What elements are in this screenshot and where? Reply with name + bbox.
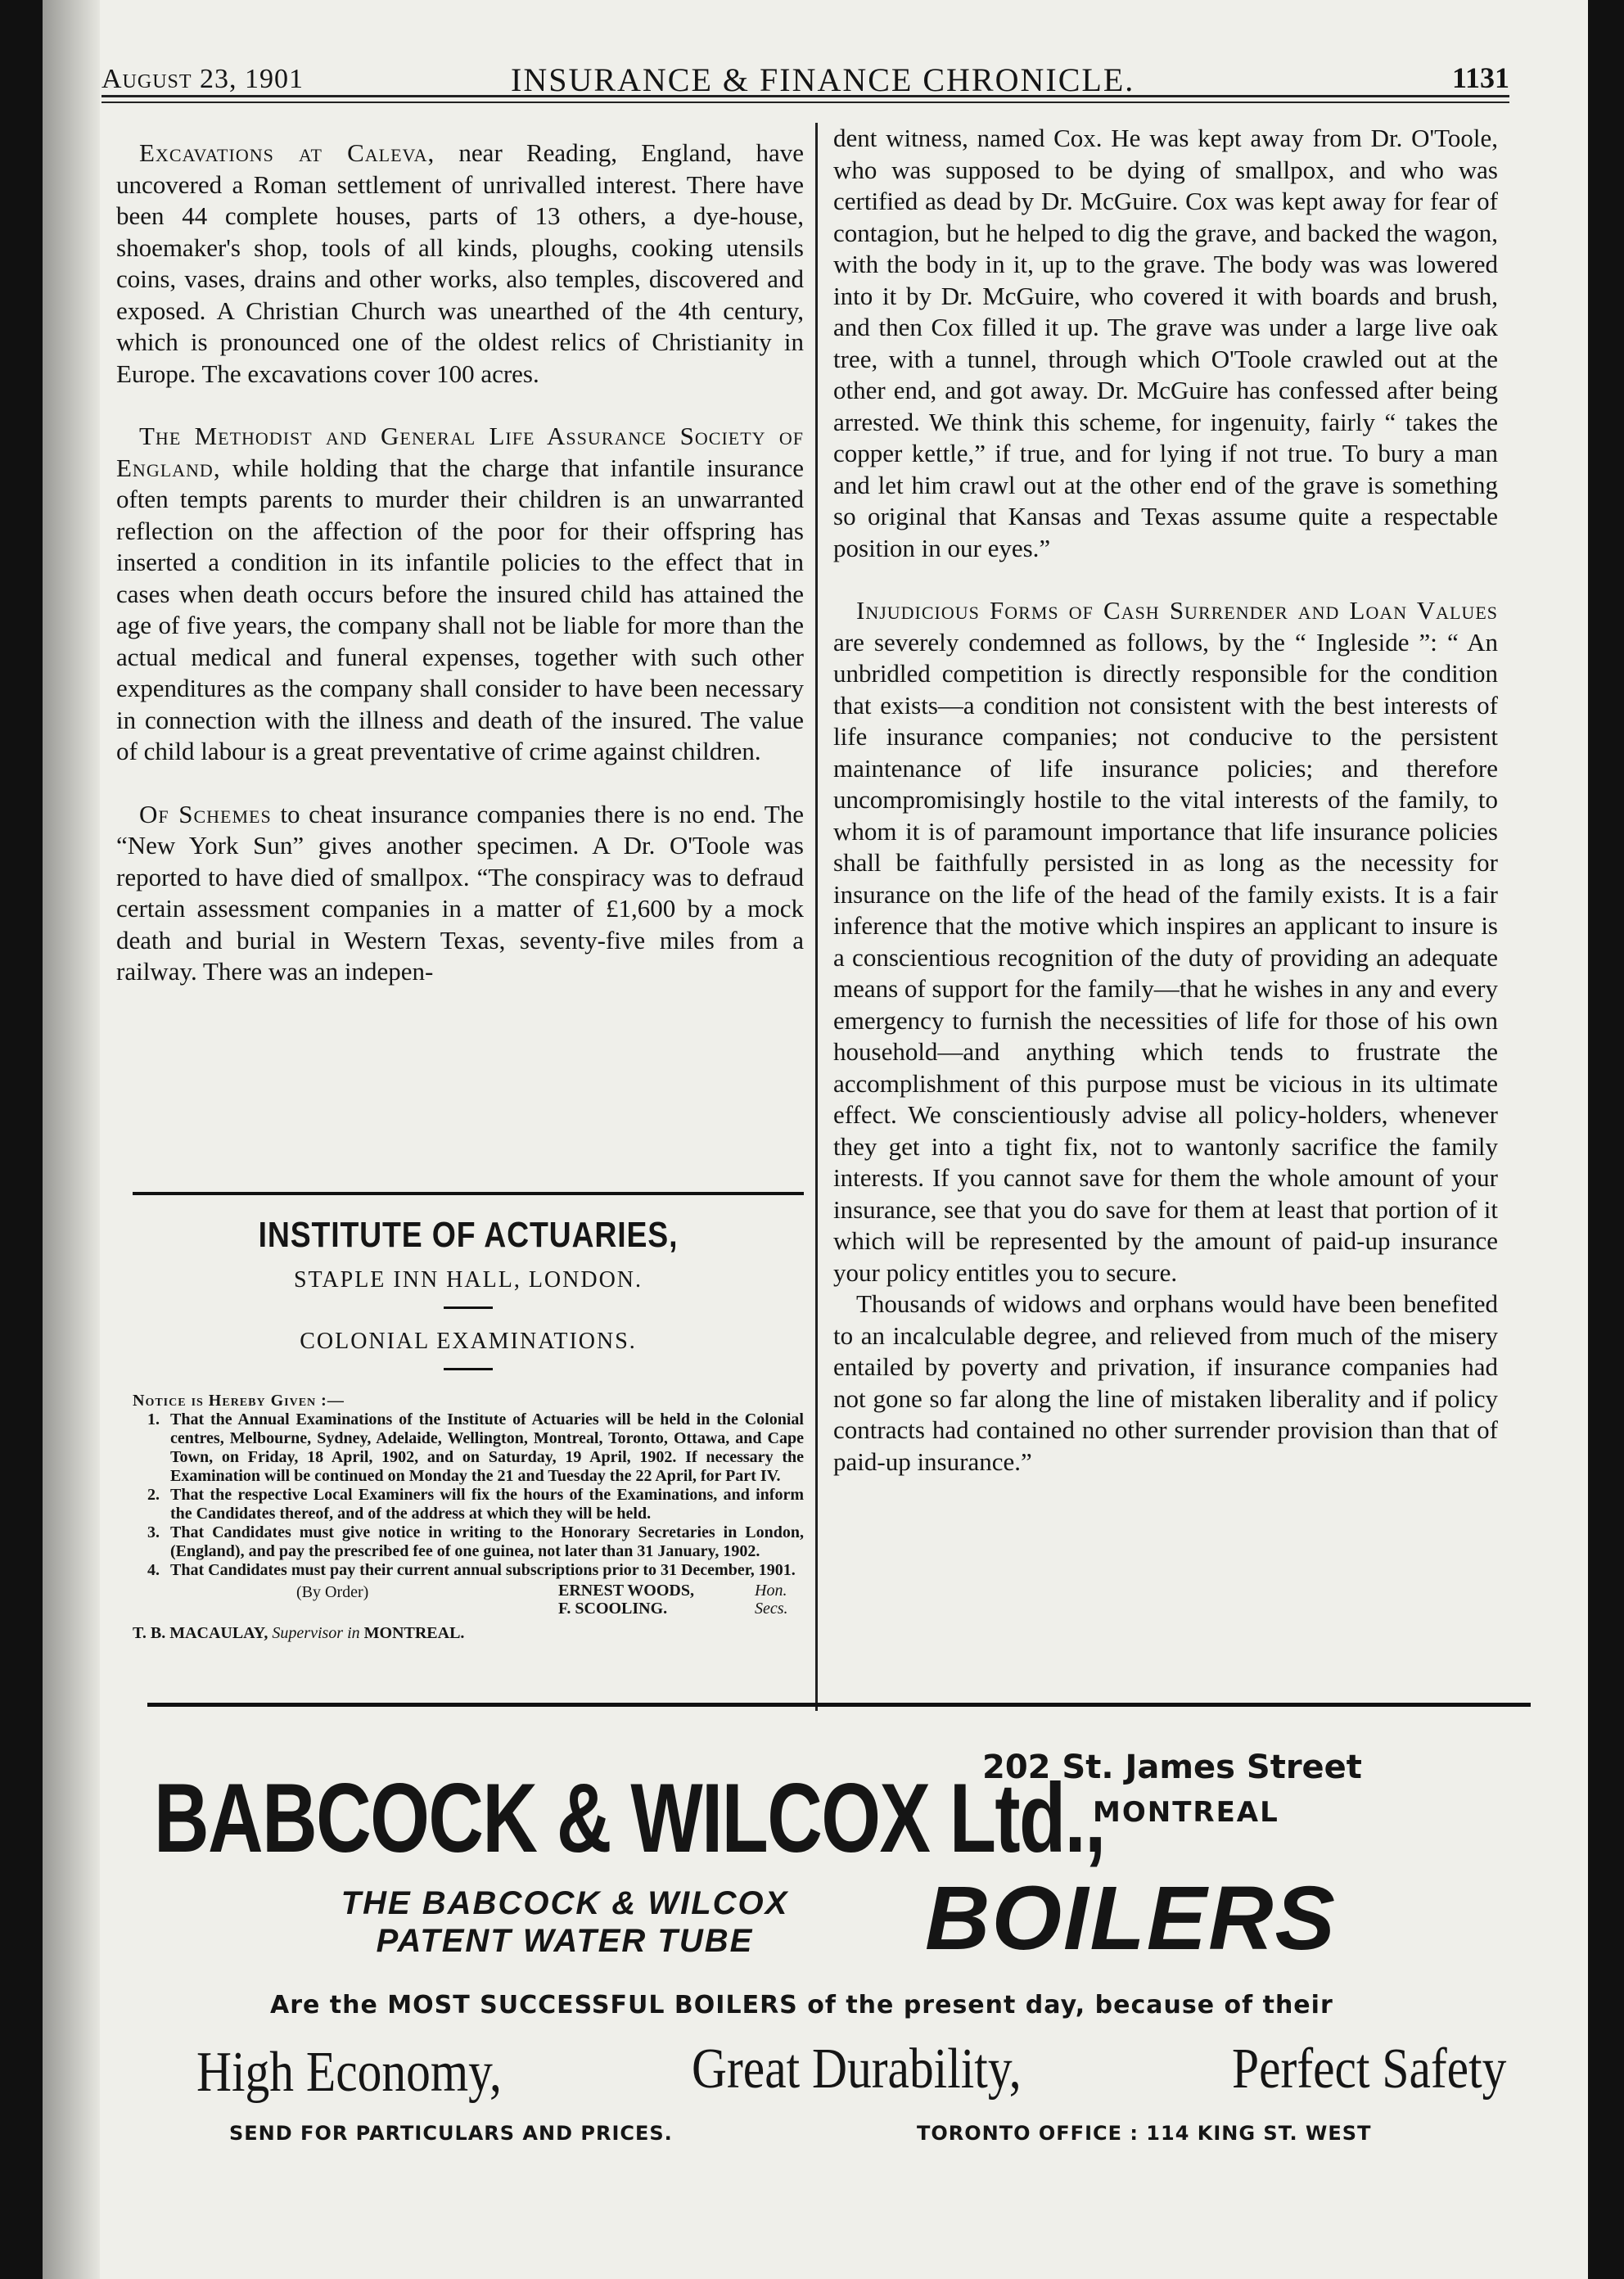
ad-product [336,1884,794,1960]
signatory-title-secs: Secs. [755,1600,788,1618]
article-lead: Injudicious Forms of Cash Surrender and Loan Values [856,596,1498,625]
notice-location: STAPLE INN HALL, LONDON. [293,1267,643,1293]
notice-signatures [133,1580,804,1621]
notice-item-text: That the respective Local Examiners will fix the hours of the Examinations, and inform the Candidates thereof, and of the address at which they will be held. [170,1486,804,1523]
babcock-wilcox-advertisement [147,1713,1531,2236]
notice-item-text: That the Annual Examinations of the Institute of Actuaries will be held in the Colonial centres, Melbourne, Sydney, Adelaide, Wellington, Montreal, Toronto, Ottawa, and Cape Town, on Friday, 18 April, 1902, and on Saturday, 19 April, 1902. If necessary the Examination will be continued on Monday the 21 and Tuesday the 22 April, for Part IV. [170,1410,804,1485]
article-surrender-values-cont [833,1288,1498,1478]
article-body: to cheat insurance companies there is no end. The “New York Sun” gives another specimen. A Dr. O'Toole was reported to have died of smallpox. “The conspiracy was to defraud certain assessment companies in a matter of £1,600 by a mock death and burial in Western Texas, seventy-five miles from a railway. There was an indepen- [116,799,804,986]
article-lead: Excavations at Caleva, [139,138,435,167]
ad-product-headline: BOILERS [925,1868,1337,1969]
newspaper-page [43,0,1588,2279]
supervisor-role: Supervisor in [272,1624,360,1642]
ad-toronto-office: TORONTO OFFICE : 114 KING ST. WEST [917,2122,1372,2145]
notice-item [133,1410,804,1486]
notice-item-number: 3. [147,1523,160,1541]
notice-item-text: That Candidates must pay their current annual subscriptions prior to 31 December, 1901. [170,1561,796,1579]
notice-item [133,1523,804,1561]
notice-item [133,1486,804,1523]
left-column [116,138,804,1019]
notice-body [133,1392,804,1643]
notice-top-rule [133,1192,804,1195]
ad-product-line: THE BABCOCK & WILCOX [341,1885,789,1921]
publication-title: INSURANCE & FINANCE CHRONICLE. [511,61,1135,98]
notice-item-number: 2. [147,1486,160,1504]
notice-supervisor [133,1624,804,1643]
ad-city: MONTREAL [1093,1796,1279,1829]
supervisor-name: T. B. MACAULAY, [133,1624,268,1642]
column-divider [815,123,818,1711]
ad-claim: Are the MOST SUCCESSFUL BOILERS of the present day, because of their [270,1991,1333,2020]
ad-feature-durability: Great Durability, [692,2038,1022,2101]
article-schemes-continued [833,123,1498,564]
signatory-scooling: F. SCOOLING. [558,1600,668,1618]
article-body: Thousands of widows and orphans would have been benefited to an incalculable degree, and relieved from much of the misery entailed by poverty and privation, if insurance companies had not gone so far along the line of mistaken liberality and if policy contracts had contained no other surrender provision than that of paid-up insurance.” [833,1289,1498,1476]
article-body: are severely condemned as follows, by the “ Ingleside ”: “ An unbridled competition is directly responsible for the condition that exists—a condition not consistent with the best interests of life insurance companies; not conducive to the persistent maintenance of life insurance policies; and therefore uncompromisingly hostile to the vital interests of the family, to whom it is of paramount importance that life insurance policies shall be faithfully persisted in as long as the necessity for insurance on the life of the head of the family exists. It is a fair inference that the motive which inspires an applicant to insure is a conscientious recognition of the duty of providing an adequate means of support for the family—that he wishes in any and every emergency to furnish the necessities of life for those of his own household—and anything which tends to frustrate the accomplishment of this purpose must be vicious in its ultimate effect. We conscientiously advise all policy-holders, whenever they get into a tight fix, not to wantonly sacrifice the family interests. If you cannot save for them the whole amount of your insurance, see that you do save for them at least that portion of it which will be represented by the amount of paid-up insurance your policy entitles you to secure. [833,627,1498,1287]
header-rule [102,95,1509,97]
notice-lead: Notice is Hereby Given :— [133,1392,345,1410]
ad-company-name: BABCOCK & WILCOX Ltd., [154,1763,1105,1873]
article-methodist-society [116,421,804,768]
article-lead: The Methodist and General Life Assurance Society of England, [116,422,804,482]
ad-feature-safety: Perfect Safety [1232,2038,1507,2101]
notice-item-number: 1. [147,1410,160,1428]
ad-product-line: PATENT WATER TUBE [376,1923,754,1959]
actuaries-notice [133,1203,804,1643]
notice-item-number: 4. [147,1561,160,1579]
notice-item [133,1561,804,1580]
right-column [833,123,1498,1509]
notice-short-rule [444,1368,493,1370]
header-rule-secondary [102,102,1509,103]
by-order: (By Order) [296,1583,369,1601]
issue-date: August 23, 1901 [102,64,304,94]
signatory-woods: ERNEST WOODS, [558,1582,694,1600]
article-surrender-values [833,595,1498,1288]
article-body: dent witness, named Cox. He was kept away from Dr. O'Toole, who was supposed to be dying of smallpox, and who was certified as dead by Dr. McGuire. Cox was kept away for fear of contagion, but he helped to dig the grave, and backed the wagon, with the body in it, up to the grave. The body was was lowered into it by Dr. McGuire, who covered it with boards and brush, and then Cox filled it up. The grave was under a large live oak tree, with a tunnel, through which O'Toole crawled out at the other end, and got away. Dr. McGuire has confessed after being arrested. We think this scheme, for ingenuity, fairly “ takes the copper kettle,” if true, and for lying if not true. To bury a man and let him crawl out at the other end of the grave is something so original that Kansas and Texas assume quite a respectable position in our eyes.” [833,124,1498,562]
article-lead: Of Schemes [139,799,272,828]
notice-short-rule [444,1306,493,1309]
page-edge-shadow [43,0,100,2279]
article-body: while holding that the charge that infantile insurance often tempts parents to murder their children is an unwarranted reflection on the affection of the poor for their offspring has inserted a condition in its infantile policies to the effect that in cases when death occurs before the insured child has attained the age of five years, the company shall not be liable for more than the actual medical and funeral expenses, together with such other expenditures as the company shall consider to have been necessary in connection with the illness and death of the insured. The value of child labour is a great preventative of crime against children. [116,453,804,765]
notice-title: INSTITUTE OF ACTUARIES, [258,1215,679,1255]
advertisement-rule [147,1703,1531,1707]
notice-item-text: That Candidates must give notice in writing to the Honorary Secretaries in London, (England), and pay the prescribed fee of one guinea, not later than 31 January, 1902. [170,1523,804,1560]
supervisor-city: MONTREAL. [363,1624,465,1642]
article-excavations [116,138,804,390]
ad-address: 202 St. James Street [982,1749,1362,1786]
ad-feature-economy: High Economy, [196,2041,502,2104]
signatory-title-hon: Hon. [755,1582,787,1600]
notice-subtitle: COLONIAL EXAMINATIONS. [300,1329,637,1354]
ad-send-request: SEND FOR PARTICULARS AND PRICES. [229,2122,673,2145]
article-body: near Reading, England, have uncovered a Roman settlement of unrivalled interest. There have been 44 complete houses, parts of 13 others, a dye-house, shoemaker's shop, tools of all kinds, ploughs, cooking utensils coins, vases, drains and other works, also temples, discovered and exposed. A Christian Church was unearthed of the 4th century, which is pronounced one of the oldest relics of Christianity in Europe. The excavations cover 100 acres. [116,138,804,388]
article-schemes [116,799,804,988]
page-number: 1131 [1451,61,1509,94]
page-header [102,49,1509,98]
